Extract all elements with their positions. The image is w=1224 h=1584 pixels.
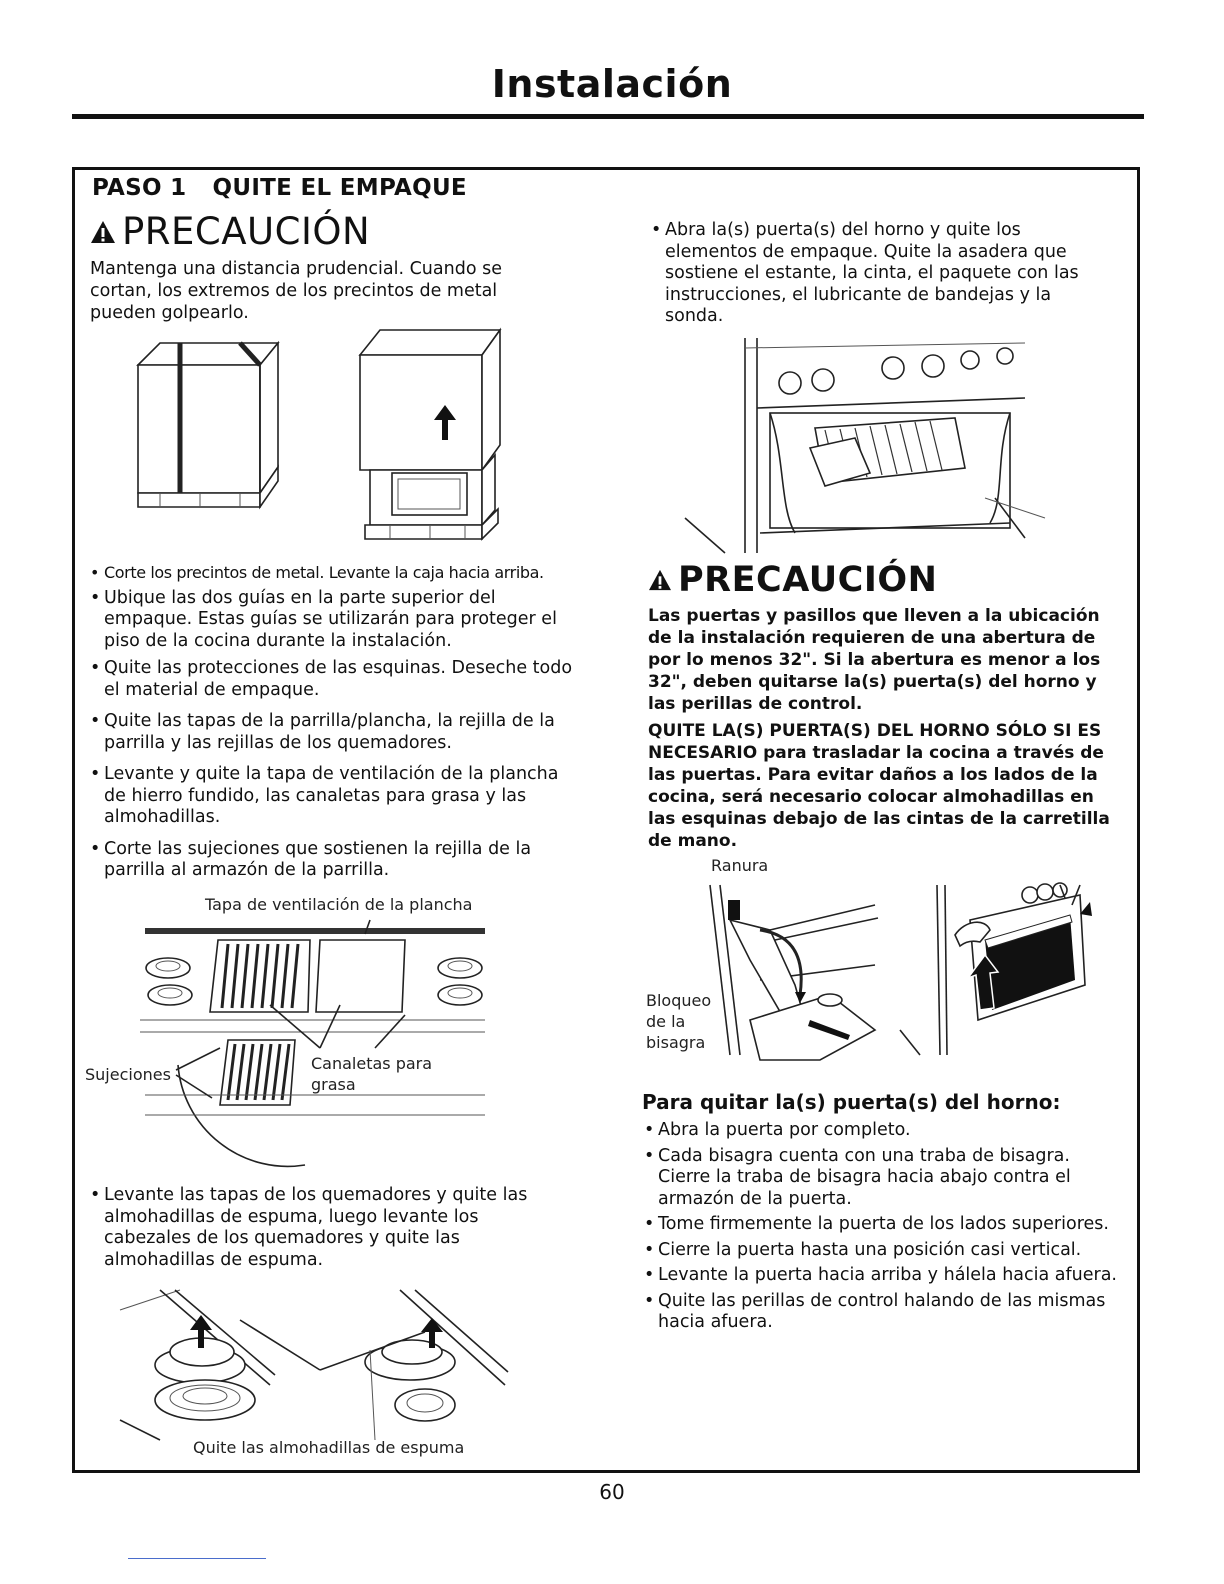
grill-figure [140, 920, 490, 1170]
burner-figure [120, 1290, 510, 1440]
page-number: 60 [599, 1480, 625, 1504]
list-item: • Corte los precintos de metal. Levante la caja hacia arriba. [90, 562, 585, 584]
burner-label: Quite las almohadillas de espuma [193, 1438, 465, 1457]
caution-text-right-1: Las puertas y pasillos que lleven a la ubicación de la instalación requieren de una abertura de por lo menos 32". Si la abertura es menor a los 32", deben quitarse la(s) puerta(s) del horno y las perillas de control. [648, 606, 1101, 714]
hinge-label-lock: Bloqueo de la bisagra [646, 991, 712, 1052]
list-item: • Corte las sujeciones que sostienen la rejilla de la parrilla al armazón de la parrilla. [90, 839, 585, 882]
step-number: PASO 1 [92, 175, 187, 201]
list-item: • Cada bisagra cuenta con una traba de bisagra. Cierre la traba de bisagra hacia abajo contra el armazón de la puerta. [644, 1146, 1119, 1211]
title-rule [72, 114, 1144, 119]
step-title: QUITE EL EMPAQUE [212, 175, 467, 201]
grill-label-left: Sujeciones [85, 1065, 171, 1084]
grill-label-top: Tapa de ventilación de la plancha [205, 895, 473, 914]
list-item: • Quite las perillas de control halando de las mismas hacia afuera. [644, 1291, 1119, 1334]
door-removal-heading: Para quitar la(s) puerta(s) del horno: [642, 1090, 1061, 1114]
list-item: • Quite las tapas de la parrilla/plancha, la rejilla de la parrilla y las rejillas de los quemadores. [90, 711, 585, 754]
list-item: • Abra la puerta por completo. [644, 1120, 1119, 1142]
caution-text-left: Mantenga una distancia prudencial. Cuando se cortan, los extremos de los precintos de metal pueden golpearlo. [90, 259, 502, 323]
hinge-label-slot: Ranura [711, 856, 769, 875]
hinge-figure [700, 880, 1100, 1060]
list-item: • Quite las protecciones de las esquinas. Deseche todo el material de empaque. [90, 658, 585, 701]
list-item: • Tome firmemente la puerta de los lados superiores. [644, 1214, 1119, 1236]
list-item: • Ubique las dos guías en la parte superior del empaque. Estas guías se utilizarán para proteger el piso de la cocina durante la instalación. [90, 588, 585, 653]
list-item: • Cierre la puerta hasta una posición casi vertical. [644, 1240, 1119, 1262]
caution-text-right-2: QUITE LA(S) PUERTA(S) DEL HORNO SÓLO SI ES NECESARIO para trasladar la cocina a través de las puertas. Para evitar daños a los lados de la cocina, será necesario colocar almohadillas en las esquinas debajo de las cintas de la carretilla de mano. [648, 721, 1110, 851]
left-bullet-list-1 [90, 562, 585, 892]
list-item: • Levante la puerta hacia arriba y hálela hacia afuera. [644, 1265, 1119, 1287]
left-bullet-list-2 [90, 1185, 530, 1281]
step-heading [92, 175, 467, 201]
warning-icon [648, 569, 672, 591]
list-item: • Abra la(s) puerta(s) del horno y quite los elementos de empaque. Quite la asadera que sostiene el estante, la cinta, el paquete con las instrucciones, el lubricante de bandejas y la sonda. [651, 220, 1111, 328]
page-title: Instalación [491, 62, 733, 106]
door-removal-list [644, 1120, 1119, 1338]
crate-figure [130, 325, 530, 555]
oven-figure [725, 338, 1045, 553]
right-bullet-list-1 [651, 220, 1111, 338]
list-item: • Levante las tapas de los quemadores y quite las almohadillas de espuma, luego levante los cabezales de los quemadores y quite las almohadillas de espuma. [90, 1185, 530, 1271]
warning-icon [90, 220, 116, 244]
list-item: • Levante y quite la tapa de ventilación de la plancha de hierro fundido, las canaletas para grasa y las almohadillas. [90, 764, 585, 829]
caution-heading-left: PRECAUCIÓN [90, 210, 370, 253]
footer-link-line [128, 1558, 266, 1559]
grill-label-right: Canaletas para grasa [311, 1054, 433, 1094]
caution-heading-right: PRECAUCIÓN [648, 560, 937, 600]
